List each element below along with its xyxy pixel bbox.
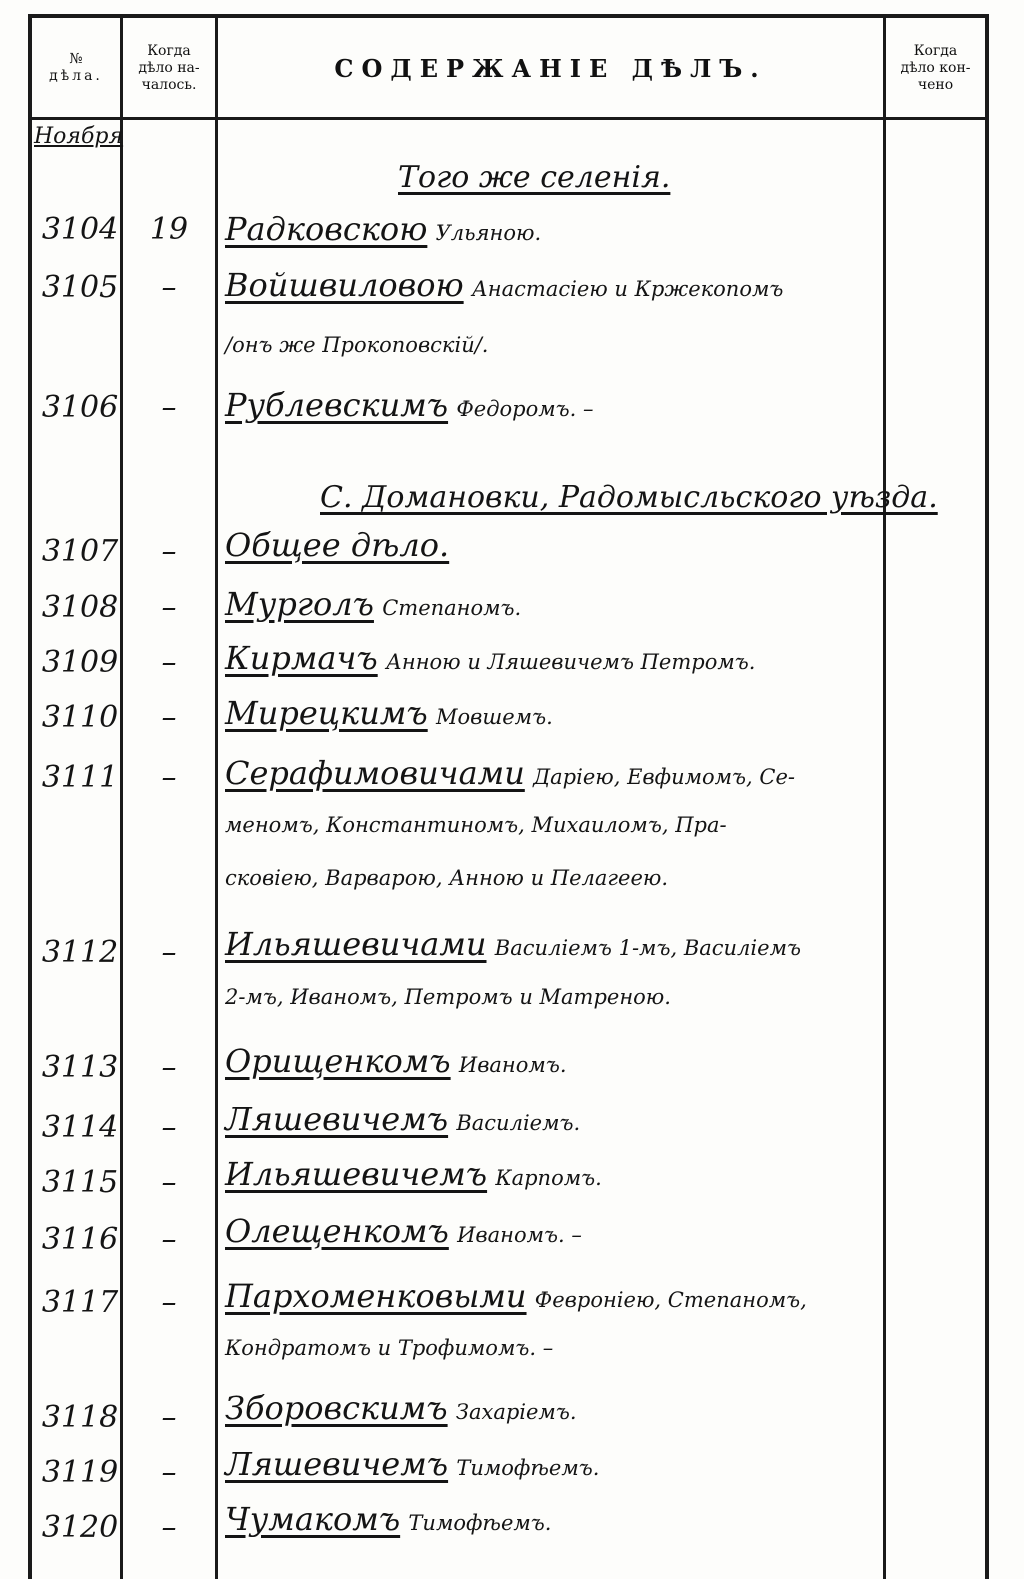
- party-name: Ильяшевичами: [225, 925, 487, 963]
- start-date: –: [161, 1222, 177, 1257]
- month-label: Ноября: [34, 124, 124, 149]
- party-details: Тимофѣемъ.: [408, 1511, 552, 1535]
- header-line: №: [69, 51, 83, 67]
- section-heading: Того же селенія.: [398, 160, 671, 195]
- start-date: –: [161, 1110, 177, 1145]
- party-details: Даріею, Евфимомъ, Се-: [533, 765, 795, 789]
- party-name: Пархоменковыми: [225, 1277, 527, 1315]
- start-date: –: [161, 760, 177, 795]
- header-line: дѣла.: [49, 68, 103, 84]
- start-date: –: [161, 645, 177, 680]
- case-number: 3120: [41, 1510, 119, 1545]
- party-name: Войшвиловою: [225, 266, 464, 304]
- header-line: чалось.: [141, 76, 197, 93]
- case-number: 3111: [41, 760, 119, 795]
- case-number: 3117: [41, 1285, 119, 1320]
- header-divider: [28, 117, 989, 120]
- continuation-line: 2-мъ, Иваномъ, Петромъ и Матреною.: [225, 985, 671, 1009]
- party-name: Рублевскимъ: [225, 386, 449, 424]
- party-name: Мурголъ: [225, 585, 374, 623]
- header-case-number: [32, 24, 120, 112]
- continuation-line: Кондратомъ и Трофимомъ. –: [225, 1336, 554, 1360]
- case-number: 3105: [41, 270, 119, 305]
- continuation-line: меномъ, Константиномъ, Михаиломъ, Пра-: [225, 813, 727, 837]
- party-name: Ильяшевичемъ: [225, 1155, 488, 1193]
- party-details: Василіемъ 1-мъ, Василіемъ: [494, 936, 801, 960]
- header-line: Когда: [147, 42, 191, 59]
- party-details: Анною и Ляшевичемъ Петромъ.: [385, 650, 756, 674]
- column-divider: [883, 14, 886, 1579]
- section-heading: С. Домановки, Радомысльского уѣзда.: [320, 480, 938, 515]
- start-date: –: [161, 1455, 177, 1490]
- party-details: Захаріемъ.: [455, 1400, 577, 1424]
- party-details: Федоромъ. –: [456, 397, 594, 421]
- start-date: –: [161, 1165, 177, 1200]
- start-date: –: [161, 1050, 177, 1085]
- party-name: Ляшевичемъ: [225, 1100, 449, 1138]
- party-name: Олещенкомъ: [225, 1212, 449, 1250]
- start-date: –: [161, 1285, 177, 1320]
- case-number: 3118: [41, 1400, 119, 1435]
- start-date: –: [161, 935, 177, 970]
- column-divider: [215, 14, 218, 1579]
- party-details: Василіемъ.: [456, 1111, 581, 1135]
- case-number: 3104: [41, 212, 119, 247]
- header-contents: [218, 24, 883, 112]
- case-number: 3109: [41, 645, 119, 680]
- party-name: Серафимовичами: [225, 754, 525, 792]
- column-divider: [120, 14, 123, 1579]
- party-name: Орищенкомъ: [225, 1042, 451, 1080]
- case-number: 3110: [41, 700, 119, 735]
- header-end-date: [886, 24, 985, 112]
- start-date: –: [161, 1510, 177, 1545]
- case-number: 3108: [41, 590, 119, 625]
- party-details: Февроніею, Степаномъ,: [534, 1288, 807, 1312]
- party-details: Карпомъ.: [495, 1166, 602, 1190]
- party-name: Зборовскимъ: [225, 1389, 448, 1427]
- party-name: Чумакомъ: [225, 1500, 401, 1538]
- column-divider: [985, 14, 989, 1579]
- case-number: 3107: [41, 534, 119, 569]
- continuation-line: /онъ же Прокоповскiй/.: [225, 333, 489, 357]
- party-details: Мовшемъ.: [435, 705, 553, 729]
- party-name: Общее дѣло.: [225, 526, 450, 564]
- case-number: 3114: [41, 1110, 119, 1145]
- party-details: Степаномъ.: [382, 596, 522, 620]
- case-number: 3119: [41, 1455, 119, 1490]
- party-details: Анастасіею и Кржекопомъ: [471, 277, 784, 301]
- party-details: Тимофѣемъ.: [456, 1456, 600, 1480]
- column-divider: [28, 14, 32, 1579]
- header-line: дѣло кон-: [900, 59, 971, 76]
- case-number: 3113: [41, 1050, 119, 1085]
- case-number: 3115: [41, 1165, 119, 1200]
- start-date: –: [161, 270, 177, 305]
- header-line: дѣло на-: [138, 59, 200, 76]
- start-date: –: [161, 590, 177, 625]
- continuation-line: сковіею, Варварою, Анною и Пелагеею.: [225, 866, 669, 890]
- header-line: чено: [917, 76, 954, 93]
- party-name: Ляшевичемъ: [225, 1445, 449, 1483]
- party-details: Иваномъ. –: [457, 1223, 582, 1247]
- header-start-date: [123, 24, 215, 112]
- party-name: Радковскою: [225, 210, 428, 248]
- start-date: 19: [149, 212, 189, 247]
- header-line: Когда: [913, 42, 958, 59]
- start-date: –: [161, 700, 177, 735]
- party-details: Иваномъ.: [458, 1053, 567, 1077]
- page-title: СОДЕРЖАНІЕ ДѢЛЪ.: [334, 53, 767, 83]
- case-number: 3116: [41, 1222, 119, 1257]
- start-date: –: [161, 534, 177, 569]
- party-details: Ульяною.: [435, 221, 542, 245]
- case-number: 3112: [41, 935, 119, 970]
- start-date: –: [161, 1400, 177, 1435]
- case-number: 3106: [41, 390, 119, 425]
- table-top-border: [28, 14, 989, 18]
- party-name: Кирмачъ: [225, 639, 378, 677]
- start-date: –: [161, 390, 177, 425]
- party-name: Мирецкимъ: [225, 694, 428, 732]
